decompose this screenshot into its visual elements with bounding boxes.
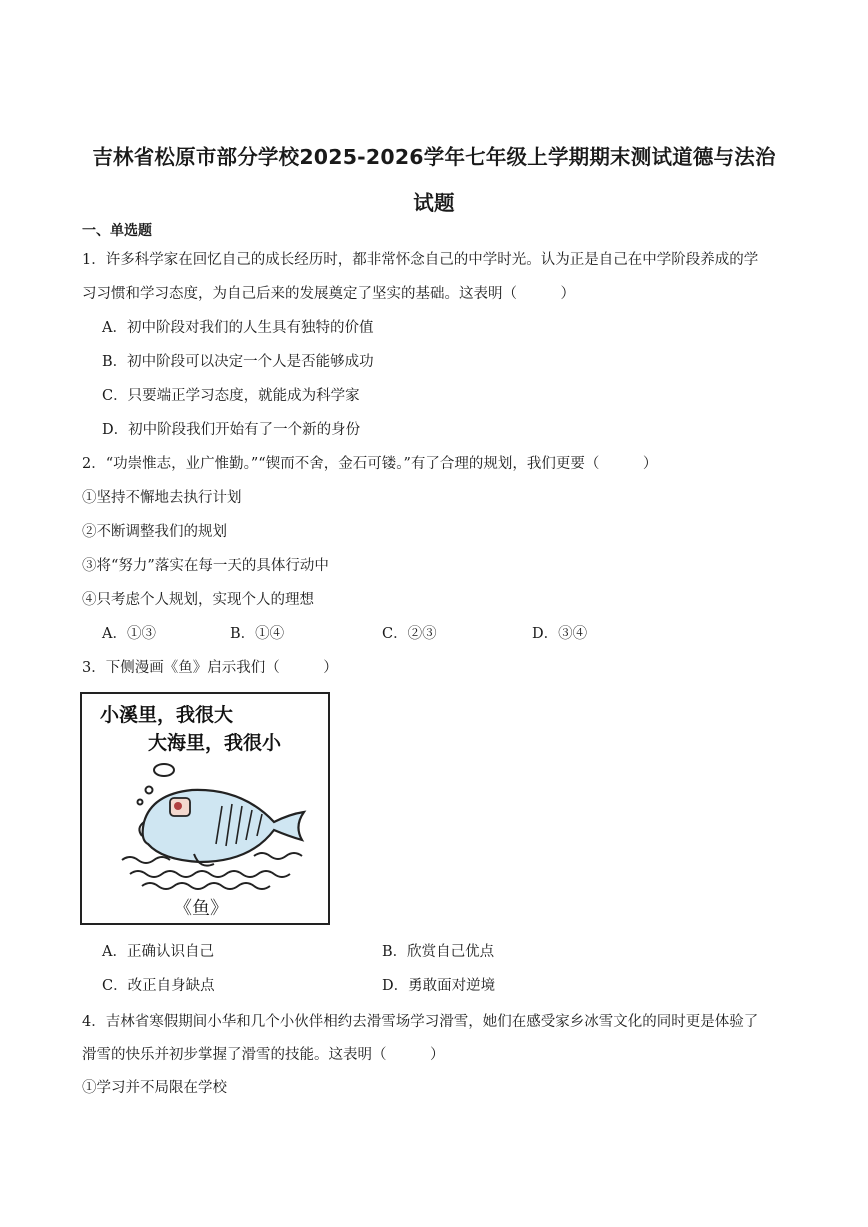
q1-stem-line1: 1．许多科学家在回忆自己的成长经历时，都非常怀念自己的中学时光。认为正是自己在中学阶段养成的学: [82, 252, 759, 268]
q2-option-a[interactable]: A．①③: [102, 626, 156, 642]
q3-option-b[interactable]: B．欣赏自己优点: [382, 944, 495, 960]
q4-stem-line1: 4．吉林省寒假期间小华和几个小伙伴相约去滑雪场学习滑雪，她们在感受家乡冰雪文化的同时更是体验了: [82, 1014, 759, 1030]
q2-item-4: ④只考虑个人规划，实现个人的理想: [82, 592, 314, 608]
exam-title-line1: 吉林省松原市部分学校2025-2026学年七年级上学期期末测试道德与法治: [92, 145, 776, 169]
q2-item-1: ①坚持不懈地去执行计划: [82, 490, 242, 506]
q3-option-a[interactable]: A．正确认识自己: [102, 944, 214, 960]
q1-option-b[interactable]: B．初中阶段可以决定一个人是否能够成功: [102, 354, 374, 370]
q2-stem: 2．“功崇惟志，业广惟勤。”“锲而不舍，金石可镂。”有了合理的规划，我们更要（ ）: [82, 456, 658, 472]
exam-title-line2: 试题: [413, 191, 455, 215]
fish-comic: [80, 692, 330, 925]
q4-stem-line2: 滑雪的快乐并初步掌握了滑雪的技能。这表明（ ）: [82, 1047, 445, 1063]
q4-item-1: ①学习并不局限在学校: [82, 1080, 227, 1096]
q2-item-3: ③将“努力”落实在每一天的具体行动中: [82, 558, 329, 574]
q3-stem: 3．下侧漫画《鱼》启示我们（ ）: [82, 660, 338, 676]
comic-text-line2: 大海里，我很小: [148, 732, 282, 754]
q1-option-c[interactable]: C．只要端正学习态度，就能成为科学家: [102, 388, 360, 404]
q2-option-c[interactable]: C．②③: [382, 626, 437, 642]
comic-text-line1: 小溪里，我很大: [100, 704, 234, 726]
q2-item-2: ②不断调整我们的规划: [82, 524, 227, 540]
q3-option-d[interactable]: D．勇敢面对逆境: [382, 978, 496, 994]
section-heading: 一、单选题: [82, 223, 152, 239]
q1-stem-line2: 习习惯和学习态度，为自己后来的发展奠定了坚实的基础。这表明（ ）: [82, 286, 575, 302]
q1-option-a[interactable]: A．初中阶段对我们的人生具有独特的价值: [102, 320, 374, 336]
q1-option-d[interactable]: D．初中阶段我们开始有了一个新的身份: [102, 422, 361, 438]
q2-option-b[interactable]: B．①④: [230, 626, 285, 642]
q3-option-c[interactable]: C．改正自身缺点: [102, 978, 215, 994]
comic-caption: 《鱼》: [174, 898, 228, 919]
q2-option-d[interactable]: D．③④: [532, 626, 588, 642]
